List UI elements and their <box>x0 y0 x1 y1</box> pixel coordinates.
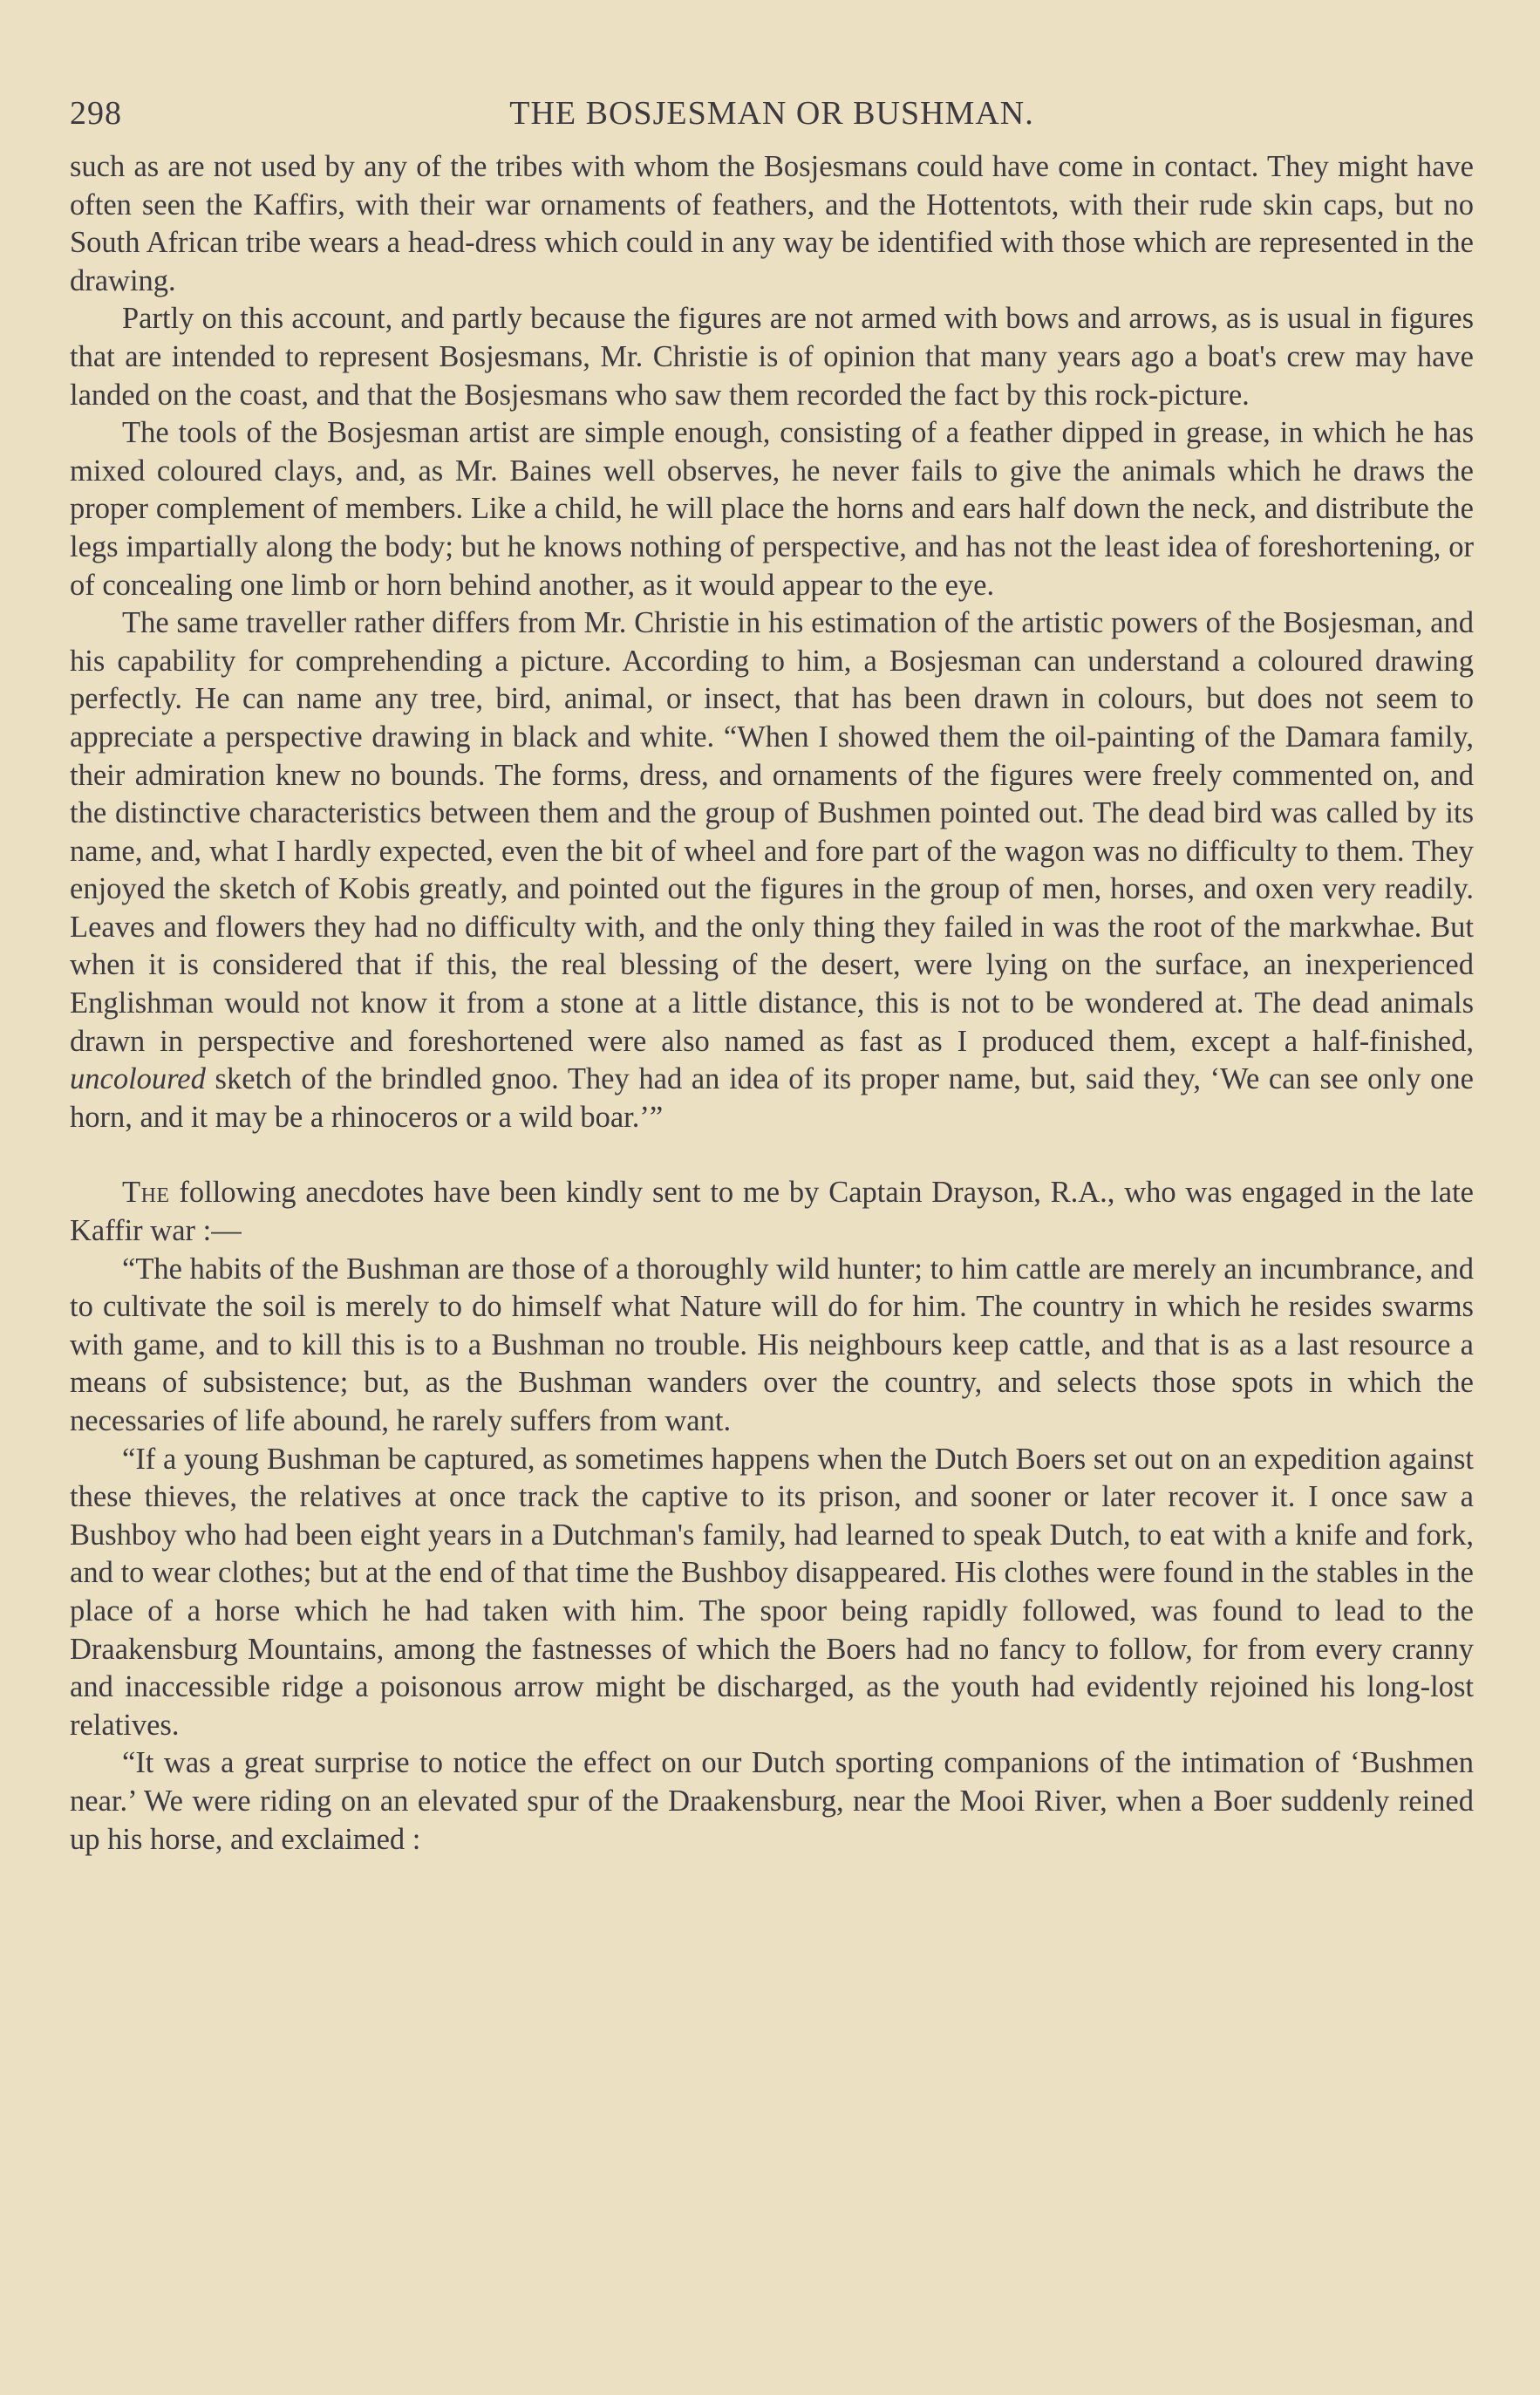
paragraph-boats-crew: Partly on this account, and partly because the figures are not armed with bows and arrows, as is usual in figures that are intended to represent Bosjesmans, Mr. Christie is of opinion that many years ago a boat's crew may have landed on the coast, and that the Bosjesmans who saw them recorded the fact by this rock-picture. <box>70 302 1474 412</box>
paragraph-headdress: such as are not used by any of the tribes with whom the Bosjesmans could have come in contact. They might have often seen the Kaffirs, with their war ornaments of feathers, and the Hottentots, with their rude skin caps, but no South African tribe wears a head-dress which could in any way be identified with those which are represented in the drawing. <box>70 150 1474 297</box>
paragraph-drayson-intro <box>70 1174 1474 1250</box>
paragraph-bushmen-near: “It was a great surprise to notice the effect on our Dutch sporting companions of the intimation of ‘Bushmen near.’ We were riding on an elevated spur of the Draakensburg, near the Mooi River, when a Boer suddenly reined up his horse, and exclaimed : <box>70 1746 1474 1856</box>
paragraph-picture-comprehension <box>70 604 1474 1136</box>
paragraph-wild-hunter: “The habits of the Bushman are those of a thoroughly wild hunter; to him cattle are merely an incumbrance, and to cultivate the soil is merely to do himself what Nature will do for him. The country in which he resides swarms with game, and to kill this is to a Bushman no trouble. His neighbours keep cattle, and that is as a last resource a means of subsistence; but, as the Bushman wanders over the country, and selects those spots in which the necessaries of life abound, he rarely suffers from want. <box>70 1252 1474 1437</box>
page-number: 298 <box>70 95 122 132</box>
page-header <box>70 78 1474 148</box>
paragraph-captured-bushman: “If a young Bushman be captured, as sometimes happens when the Dutch Boers set out on an expedition against these thieves, the relatives at once track the captive to its prison, and sooner or later recover it. I once saw a Bushboy who had been eight years in a Dutchman's family, had learned to speak Dutch, to eat with a knife and fork, and to wear clothes; but at the end of that time the Bushboy disappeared. His clothes were found in the stables in the place of a horse which he had taken with him. The spoor being rapidly followed, was found to lead to the Draakensburg Mountains, among the fastnesses of which the Boers had no fancy to follow, for from every cranny and inaccessible ridge a poisonous arrow might be discharged, as the youth had evidently rejoined his long-lost relatives. <box>70 1442 1474 1742</box>
body-text <box>70 148 1474 1859</box>
quote-text-part-1: The same traveller rather differs from Mr. Christie in his estimation of the artistic powers of the Bosjesman, and his capability for comprehending a picture. According to him, a Bosjesman can understand a coloured drawing perfectly. He can name any tree, bird, animal, or insect, that has been drawn in colours, but does not seem to appreciate a perspective drawing in black and white. “When I showed them the oil-painting of the Damara family, their admiration knew no bounds. The forms, dress, and ornaments of the figures were freely commented on, and the distinctive characteristics between them and the group of Bushmen pointed out. The dead bird was called by its name, and, what I hardly expected, even the bit of wheel and fore part of the wagon was no difficulty to them. They enjoyed the sketch of Kobis greatly, and pointed out the figures in the group of men, horses, and oxen very readily. Leaves and flowers they had no difficulty with, and the only thing they failed in was the root of the markwhae. But when it is considered that if this, the real blessing of the desert, were lying on the surface, an inexperienced Englishman would not know it from a stone at a little distance, this is not to be wondered at. The dead animals drawn in perspective and foreshortened were also named as fast as I produced them, except a half-finished, <box>70 606 1474 1058</box>
book-page <box>70 78 1474 1859</box>
italic-word: uncoloured <box>70 1062 206 1096</box>
running-head: THE BOSJESMAN OR BUSHMAN. <box>509 95 1034 132</box>
quote-text-part-2: sketch of the brindled gnoo. They had an idea of its proper name, but, said they, ‘We can see only one horn, and it may be a rhinoceros or a wild boar.’” <box>70 1062 1474 1134</box>
intro-text: following anecdotes have been kindly sent to me by Captain Drayson, R.A., who was engaged in the late Kaffir war :— <box>70 1176 1474 1248</box>
paragraph-artist-tools: The tools of the Bosjesman artist are simple enough, consisting of a feather dipped in grease, in which he has mixed coloured clays, and, as Mr. Baines well observes, he never fails to give the animals which he draws the proper complement of members. Like a child, he will place the horns and ears half down the neck, and distribute the legs impartially along the body; but he knows nothing of perspective, and has not the least idea of foreshortening, or of concealing one limb or horn behind another, as it would appear to the eye. <box>70 416 1474 602</box>
section-lead-word: The <box>122 1176 170 1210</box>
